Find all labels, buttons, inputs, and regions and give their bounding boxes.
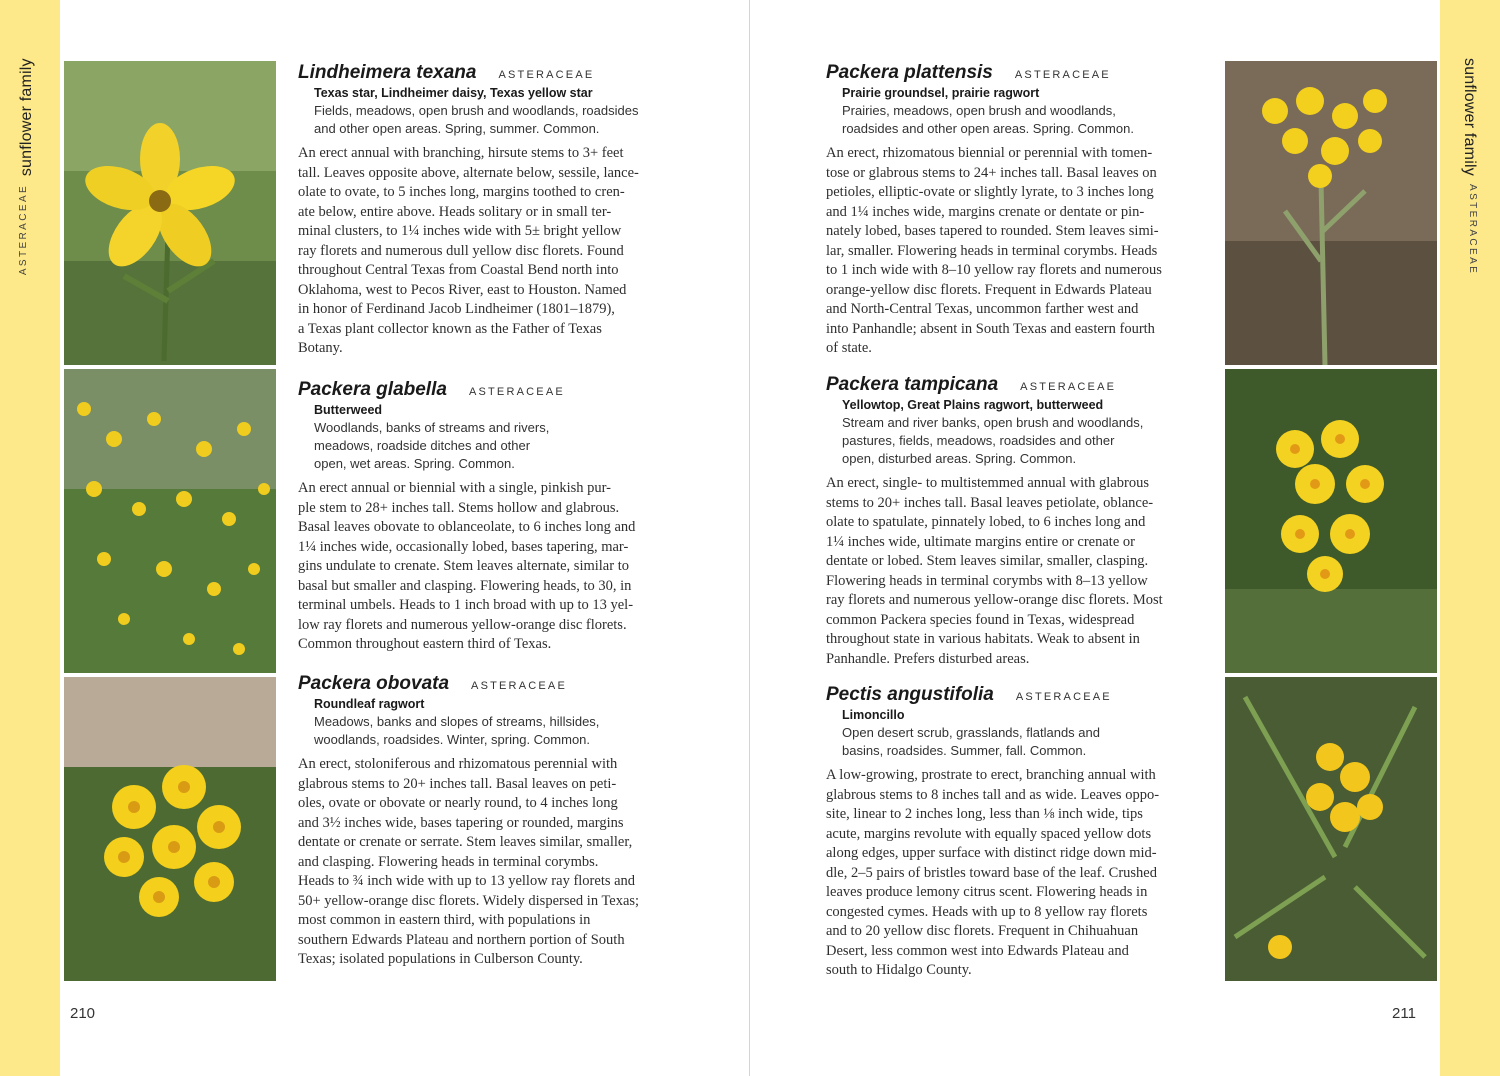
left-section-tab xyxy=(0,0,60,1076)
common-names: Butterweed xyxy=(314,403,383,417)
book-spine xyxy=(749,0,750,1076)
habitat-text: Woodlands, banks of streams and rivers, meadows, roadside ditches and other open, wet areas. Spring. Common. xyxy=(314,420,550,471)
habitat-text: Fields, meadows, open brush and woodlands, roadsides and other open areas. Spring, summer. Common. xyxy=(314,103,639,136)
habitat-text: Open desert scrub, grasslands, flatlands and basins, roadsides. Summer, fall. Common. xyxy=(842,725,1100,758)
tab-family-name: sunflower family xyxy=(1461,58,1478,176)
habitat-text: Prairies, meadows, open brush and woodlands, roadsides and other open areas. Spring. Common. xyxy=(842,103,1134,136)
common-names: Yellowtop, Great Plains ragwort, butterweed xyxy=(842,398,1104,412)
description: An erect, single- to multistemmed annual with glabrous stems to 20+ inches tall. Basal leaves petiolate, oblance- olate to spatulate, pinnately lobed, to 6 inches long and 1¼ inches wide, ultimate margins entire or crenate or dentate or lobed. Stem leaves similar, smaller, clasping. Flowering heads in terminal corymbs with 8–13 yellow ray florets and numerous yellow-orange disc florets. Most common Packera species found in Texas, widespread throughout state in various habitats. Weak to absent in Panhandle. Prefers disturbed areas. xyxy=(826,475,1163,667)
page-number-right: 211 xyxy=(1392,1005,1416,1022)
tab-family-latin: ASTERACEAE xyxy=(18,183,29,276)
tab-family-latin: ASTERACEAE xyxy=(1467,183,1478,276)
yellow-flower-meadow-photo xyxy=(64,369,276,673)
scientific-name: Packera obovata xyxy=(298,673,450,694)
description: An erect, stoloniferous and rhizomatous perennial with glabrous stems to 20+ inches tall. Basal leaves on peti- oles, ovate or obovate or nearly round, to 4 inches long and 3½ inches wide, bases tapering or rounded, margins dentate or crenate or serrate. Stem leaves similar, smaller, and clasping. Flowering heads in terminal corymbs. Heads to ¾ inch wide with up to 13 yellow ray florets and 50+ yellow-orange disc florets. Widely dispersed in Texas; most common in eastern third, with populations in southern Edwards Plateau and northern portion of South Texas; isolated populations in Culberson County. xyxy=(298,756,640,967)
family-label: ASTERACEAE xyxy=(1015,691,1112,703)
description: An erect, rhizomatous biennial or perennial with tomen- tose or glabrous stems to 24+ inches tall. Basal leaves on petioles, elliptic-ovate or slightly lyrate, to 3 inches long and 1¼ inches wide, margins crenate or dentate or pin- nately lobed, bases tapered to rounded. Stem leaves simi- lar, smaller. Flowering heads in terminal corymbs. Heads to 1 inch wide with 8–10 yellow ray florets and numerous orange-yellow disc florets. Frequent in Edwards Plateau and North-Central Texas, uncommon farther west and into Panhandle; absent in South Texas and eastern fourth of state. xyxy=(826,145,1162,356)
common-names: Prairie groundsel, prairie ragwort xyxy=(842,86,1040,100)
right-section-tab xyxy=(1440,0,1500,1076)
scientific-name: Lindheimera texana xyxy=(298,62,477,83)
yellow-five-petal-flower-photo xyxy=(64,61,276,365)
common-names: Texas star, Lindheimer daisy, Texas yellow star xyxy=(314,86,593,100)
family-label: ASTERACEAE xyxy=(468,386,565,398)
species-entry xyxy=(826,374,1204,669)
species-entry xyxy=(826,684,1204,981)
description: A low-growing, prostrate to erect, branching annual with glabrous stems to 8 inches tall and as wide. Leaves oppo- site, linear to 2 inches long, less than ⅛ inch wide, tips acute, margins revolute with equally spaced yellow dots along edges, upper surface with distinct ridge down mid- dle, 2–5 pairs of bristles toward base of the leaf. Crushed leaves produce lemony citrus scent. Flowering heads in congested cymes. Heads with up to 8 yellow ray florets and to 20 yellow disc florets. Frequent in Chihuahuan Desert, less common west into Edwards Plateau and south to Hidalgo County. xyxy=(826,767,1160,978)
yellow-groundsel-plant-photo xyxy=(1225,61,1437,365)
species-entry xyxy=(826,62,1204,359)
species-entry xyxy=(298,673,676,970)
yellow-star-flowers-photo xyxy=(1225,677,1437,981)
page-number-left: 210 xyxy=(70,1005,96,1022)
yellow-corymb-flowers-photo xyxy=(1225,369,1437,673)
scientific-name: Packera tampicana xyxy=(826,374,999,395)
family-label: ASTERACEAE xyxy=(498,69,595,81)
scientific-name: Packera plattensis xyxy=(826,62,993,83)
family-label: ASTERACEAE xyxy=(1020,381,1117,393)
description: An erect annual or biennial with a single, pinkish pur- ple stem to 28+ inches tall. Stems hollow and glabrous. Basal leaves obovate to oblanceolate, to 6 inches long and 1¼ inches wide, occasionally lobed, bases tapering, mar- gins undulate to crenate. Stem leaves alternate, similar to basal but smaller and clasping. Flowering heads, to 30, in terminal umbels. Heads to 1 inch broad with up to 13 yel- low ray florets and numerous yellow-orange disc florets. Common throughout eastern third of Texas. xyxy=(298,480,636,652)
habitat-text: Stream and river banks, open brush and woodlands, pastures, fields, meadows, roadsides and other open, disturbed areas. Spring. Common. xyxy=(842,415,1144,466)
description: An erect annual with branching, hirsute stems to 3+ feet tall. Leaves opposite above, alternate below, sessile, lance- olate to ovate, to 5 inches long, margins toothed to cren- ate below, entire above. Heads solitary or in small ter- minal clusters, to 1¼ inches wide with 5± bright yellow ray florets and numerous dull yellow disc florets. Found throughout Central Texas from Coastal Bend north into Oklahoma, west to Pecos River, east to Houston. Named in honor of Ferdinand Jacob Lindheimer (1801–1879), a Texas plant collector known as the Father of Texas Botany. xyxy=(298,145,639,356)
scientific-name: Packera glabella xyxy=(298,379,447,400)
family-label: ASTERACEAE xyxy=(1014,69,1111,81)
yellow-flower-cluster-photo xyxy=(64,677,276,981)
species-entry xyxy=(298,379,676,655)
scientific-name: Pectis angustifolia xyxy=(826,684,994,705)
habitat-text: Meadows, banks and slopes of streams, hillsides, woodlands, roadsides. Winter, spring. Common. xyxy=(314,714,600,747)
common-names: Roundleaf ragwort xyxy=(314,697,425,711)
family-label: ASTERACEAE xyxy=(471,680,567,692)
species-entry xyxy=(298,62,676,359)
tab-family-name: sunflower family xyxy=(18,58,35,176)
common-names: Limoncillo xyxy=(842,708,905,722)
